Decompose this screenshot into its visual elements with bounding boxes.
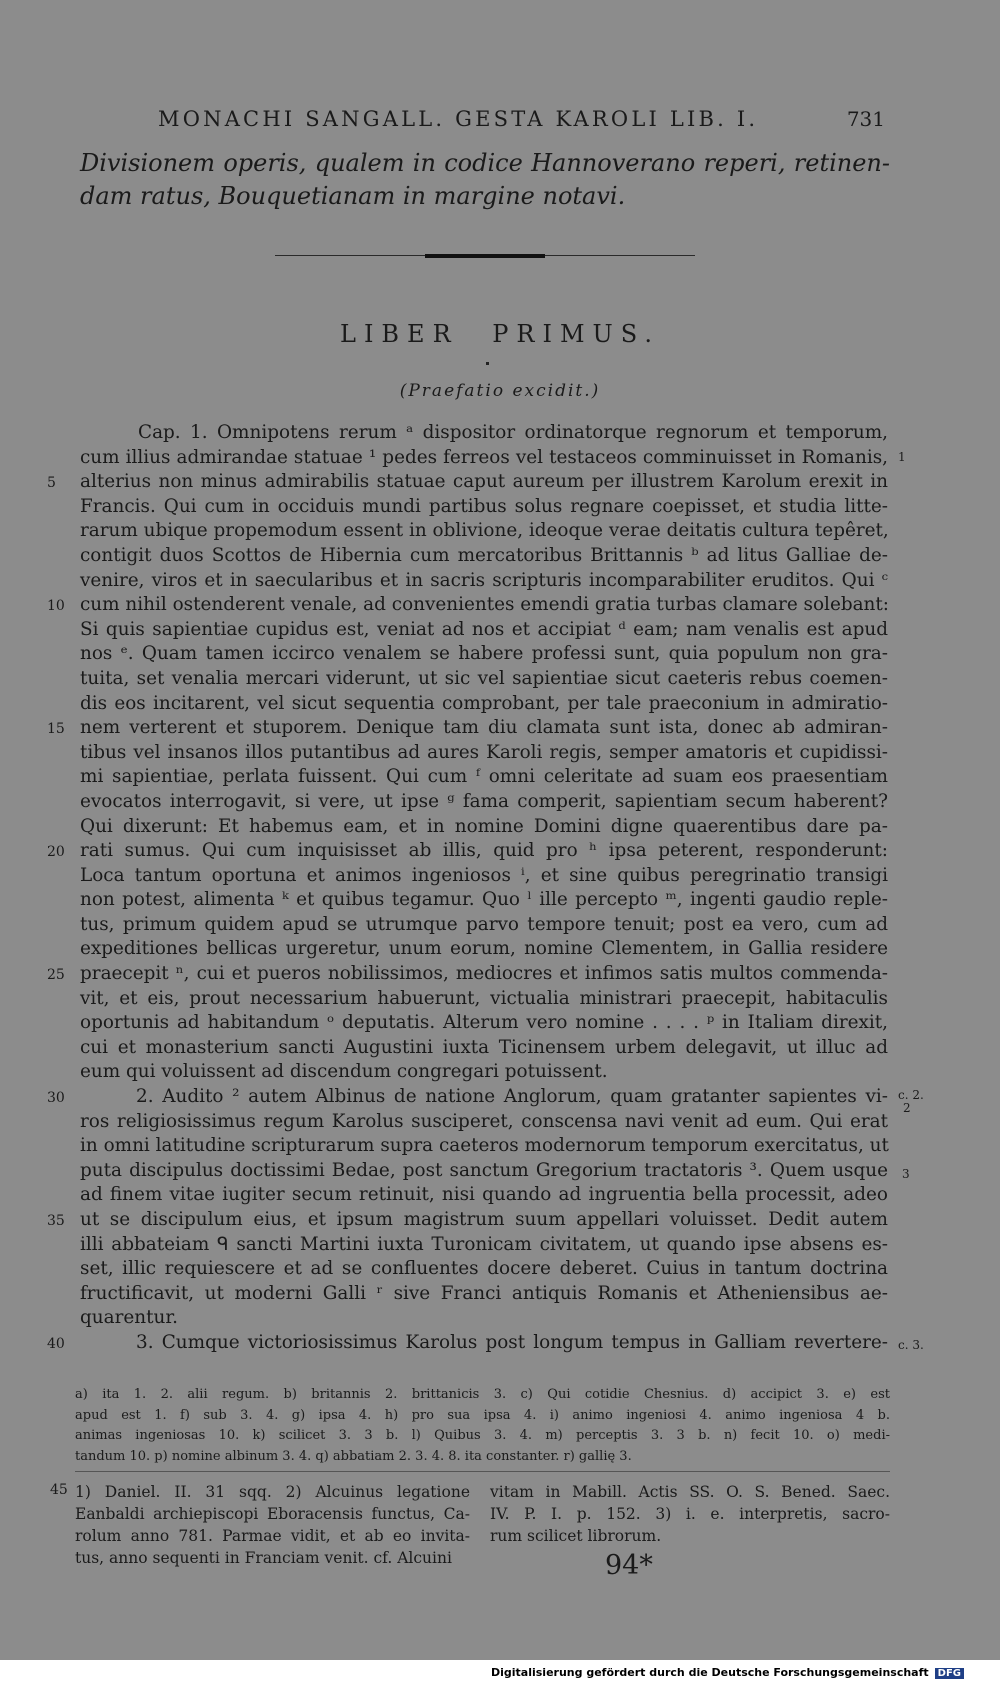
text-line: illi abbateiam ᑫ sancti Martini iuxta Turonicam civitatem, ut quando ipse absens es- [80, 1233, 888, 1255]
text-line: non potest, alimenta ᵏ et quibus tegamur. Quo ˡ ille percepto ᵐ, ingenti gaudio reple- [80, 889, 888, 911]
margin-note: 2 [903, 1101, 911, 1115]
text-line: in omni latitudine scripturarum supra caeteros modernorum temporum exercitatus, ut [80, 1135, 889, 1157]
footnote-line: vitam in Mabill. Actis SS. O. S. Bened. Saec. [490, 1483, 890, 1501]
text-line: 3. Cumque victoriosissimus Karolus post longum tempus in Galliam revertere- [136, 1331, 888, 1353]
text-line: Cap. 1. Omnipotens rerum ᵃ dispositor ordinatorque regnorum et temporum, [138, 422, 888, 443]
footnote-line: 1) Daniel. II. 31 sqq. 2) Alcuinus legatione [75, 1483, 470, 1501]
text-line: Loca tantum oportuna et animos ingeniosos ⁱ, et sine quibus peregrinatio transigi [80, 864, 888, 886]
margin-note: c. 3. [898, 1338, 924, 1352]
text-line: tibus vel insanos illos putantibus ad aures Karoli regis, semper amatoris et cupidissi- [80, 741, 888, 763]
text-line: expeditiones bellicas urgeretur, unum eorum, nomine Clementem, in Gallia residere [80, 938, 888, 960]
footnote-line: IV. P. I. p. 152. 3) i. e. interpretis, sacro- [490, 1505, 890, 1523]
editorial-intro-note [80, 147, 890, 213]
footnote-line: rolum anno 781. Parmae vidit, et ab eo invita- [75, 1527, 470, 1545]
footnote-line: rum scilicet librorum. [490, 1527, 662, 1545]
footnote-line: tus, anno sequenti in Franciam venit. cf. Alcuini [75, 1549, 452, 1567]
intro-line: Divisionem operis, qualem in codice Hannoverano reperi, retinen- [80, 149, 890, 177]
running-head-title: MONACHI SANGALL. GESTA KAROLI LIB. I. [158, 107, 759, 131]
footnote-line: animas ingeniosas 10. k) scilicet 3. 3 b. l) Quibus 3. 4. m) perceptis 3. 3 b. n) fecit 10. o) medi- [75, 1428, 890, 1443]
line-number: 45 [50, 1482, 68, 1498]
text-line: alterius non minus admirabilis statuae caput aureum per illustrem Karolum erexit in [80, 471, 888, 493]
text-line: dis eos incitarent, vel sicut sequentia comprobant, per tale praeconium in admiratio- [80, 692, 888, 714]
text-line: rarum ubique propemodum essent in oblivione, ideoque verae deitatis cultura tepêret, [80, 520, 889, 542]
intro-line: dam ratus, Bouquetianam in margine notavi. [80, 182, 626, 210]
main-text-block [80, 421, 888, 1356]
preface-note: (Praefatio excidit.) [399, 381, 601, 401]
margin-note: c. 2. [898, 1088, 924, 1102]
dfg-logo: DFG [935, 1668, 964, 1679]
text-line: ut se discipulum eius, et ipsum magistrum suum appellari voluisset. Dedit autem [80, 1209, 888, 1230]
text-line: puta discipulus doctissimi Bedae, post sanctum Gregorium tractatoris ³. Quem usque [80, 1159, 888, 1181]
footnote-divider [75, 1471, 890, 1472]
running-header [80, 95, 885, 135]
signature-mark: 94* [605, 1550, 653, 1581]
text-line: ad finem vitae iugiter secum retinuit, nisi quando ad ingruentia bella processit, adeo [80, 1184, 888, 1206]
line-number: 25 [47, 967, 65, 983]
variant-readings-footnotes [75, 1385, 890, 1467]
page-number: 731 [846, 107, 885, 131]
text-line: set, illic requiescere et ad se confluentes docere deberet. Cuius in tantum doctrina [80, 1258, 888, 1280]
text-line: Francis. Qui cum in occiduis mundi partibus solus regnare coepisset, et studia litte- [80, 495, 888, 517]
footnote-line: a) ita 1. 2. alii regum. b) britannis 2. brittanicis 3. c) Qui cotidie Chesnius. d) accipict 3. e) est [75, 1387, 890, 1402]
text-line: cui et monasterium sancti Augustini iuxta Ticinensem urbem delegavit, ut illuc ad [80, 1036, 888, 1058]
line-number: 15 [47, 721, 65, 737]
text-line: ros religiosissimus regum Karolus susciperet, conscensa navi venit ad eum. Qui erat [80, 1110, 888, 1132]
text-line: Si quis sapientiae cupidus est, veniat ad nos et accipiat ᵈ eam; nam venalis est apud [80, 618, 888, 640]
source-footnotes-left-column [75, 1481, 470, 1569]
line-number: 5 [47, 475, 56, 491]
ornamental-divider [275, 253, 695, 259]
text-line: oportunis ad habitandum ᵒ deputatis. Alterum vero nomine . . . . ᵖ in Italiam direxit, [80, 1012, 888, 1034]
text-line: praecepit ⁿ, cui et pueros nobilissimos, mediocres et infimos satis multos commenda- [80, 963, 888, 985]
text-line: vit, et eis, prout necessarium habuerunt, victualia ministrari praecepit, habitaculis [80, 987, 888, 1009]
digitization-credit [491, 1666, 964, 1679]
line-number: 35 [47, 1213, 65, 1229]
credit-text: Digitalisierung gefördert durch die Deutsche Forschungsgemeinschaft [490, 1666, 929, 1679]
margin-note: 1 [898, 450, 906, 464]
line-number: 40 [47, 1336, 65, 1352]
footnote-line: tandum 10. p) nomine albinum 3. 4. q) abbatiam 2. 3. 4. 8. ita constanter. r) gallię 3. [75, 1448, 632, 1464]
text-line: contigit duos Scottos de Hibernia cum mercatoribus Brittannis ᵇ ad litus Galliae de- [80, 544, 888, 566]
text-line: Qui dixerunt: Et habemus eam, et in nomine Domini digne quaerentibus dare pa- [80, 815, 888, 837]
text-line: fructificavit, ut moderni Galli ʳ sive Franci antiquis Romanis et Atheniensibus ae- [80, 1282, 888, 1304]
text-line: quarentur. [80, 1307, 178, 1329]
line-number: 30 [47, 1090, 65, 1106]
source-footnotes-right-column [490, 1481, 890, 1547]
ornament-dot [486, 362, 489, 365]
book-title: LIBER PRIMUS. [340, 320, 660, 348]
text-line: cum nihil ostenderent venale, ad convenientes emendi gratia turbas clamare solebant: [80, 594, 889, 616]
text-line: tuita, set venalia mercari viderunt, ut sic vel sapientiae sicut caeteris rebus coemen- [80, 667, 888, 689]
footnote-line: Eanbaldi archiepiscopi Eboracensis functus, Ca- [75, 1505, 470, 1523]
text-line: rati sumus. Qui cum inquisisset ab illis, quid pro ʰ ipsa peterent, responderunt: [80, 840, 888, 862]
text-line: tus, primum quidem apud se utrumque parvo tempore tenuit; post ea vero, cum ad [80, 913, 888, 935]
text-line: venire, viros et in saecularibus et in sacris scripturis incomparabiliter eruditos. Qui ᶜ [80, 569, 888, 591]
margin-note: 3 [902, 1167, 910, 1181]
footnote-line: apud est 1. f) sub 3. 4. g) ipsa 4. h) pro sua ipsa 4. i) animo ingeniosi 4. animo ingeniosa 4 b. [75, 1407, 890, 1423]
text-line: 2. Audito ² autem Albinus de natione Anglorum, quam gratanter sapientes vi- [136, 1086, 888, 1108]
text-line: eum qui voluissent ad discendum congregari potuissent. [80, 1061, 608, 1083]
text-line: evocatos interrogavit, si vere, ut ipse ᵍ fama comperit, sapientiam secum haberent? [80, 790, 888, 812]
line-number: 20 [47, 844, 65, 860]
text-line: mi sapientiae, perlata fuissent. Qui cum ᶠ omni celeritate ad suam eos praesentiam [80, 766, 888, 788]
text-line: nem verterent et stuporem. Denique tam diu clamata sunt ista, donec ab admiran- [80, 717, 888, 739]
text-line: cum illius admirandae statuae ¹ pedes ferreos vel testaceos comminuisset in Romanis, [80, 446, 888, 468]
text-line: nos ᵉ. Quam tamen iccirco venalem se habere professi sunt, quia populum non gra- [80, 643, 888, 665]
line-number: 10 [47, 598, 65, 614]
